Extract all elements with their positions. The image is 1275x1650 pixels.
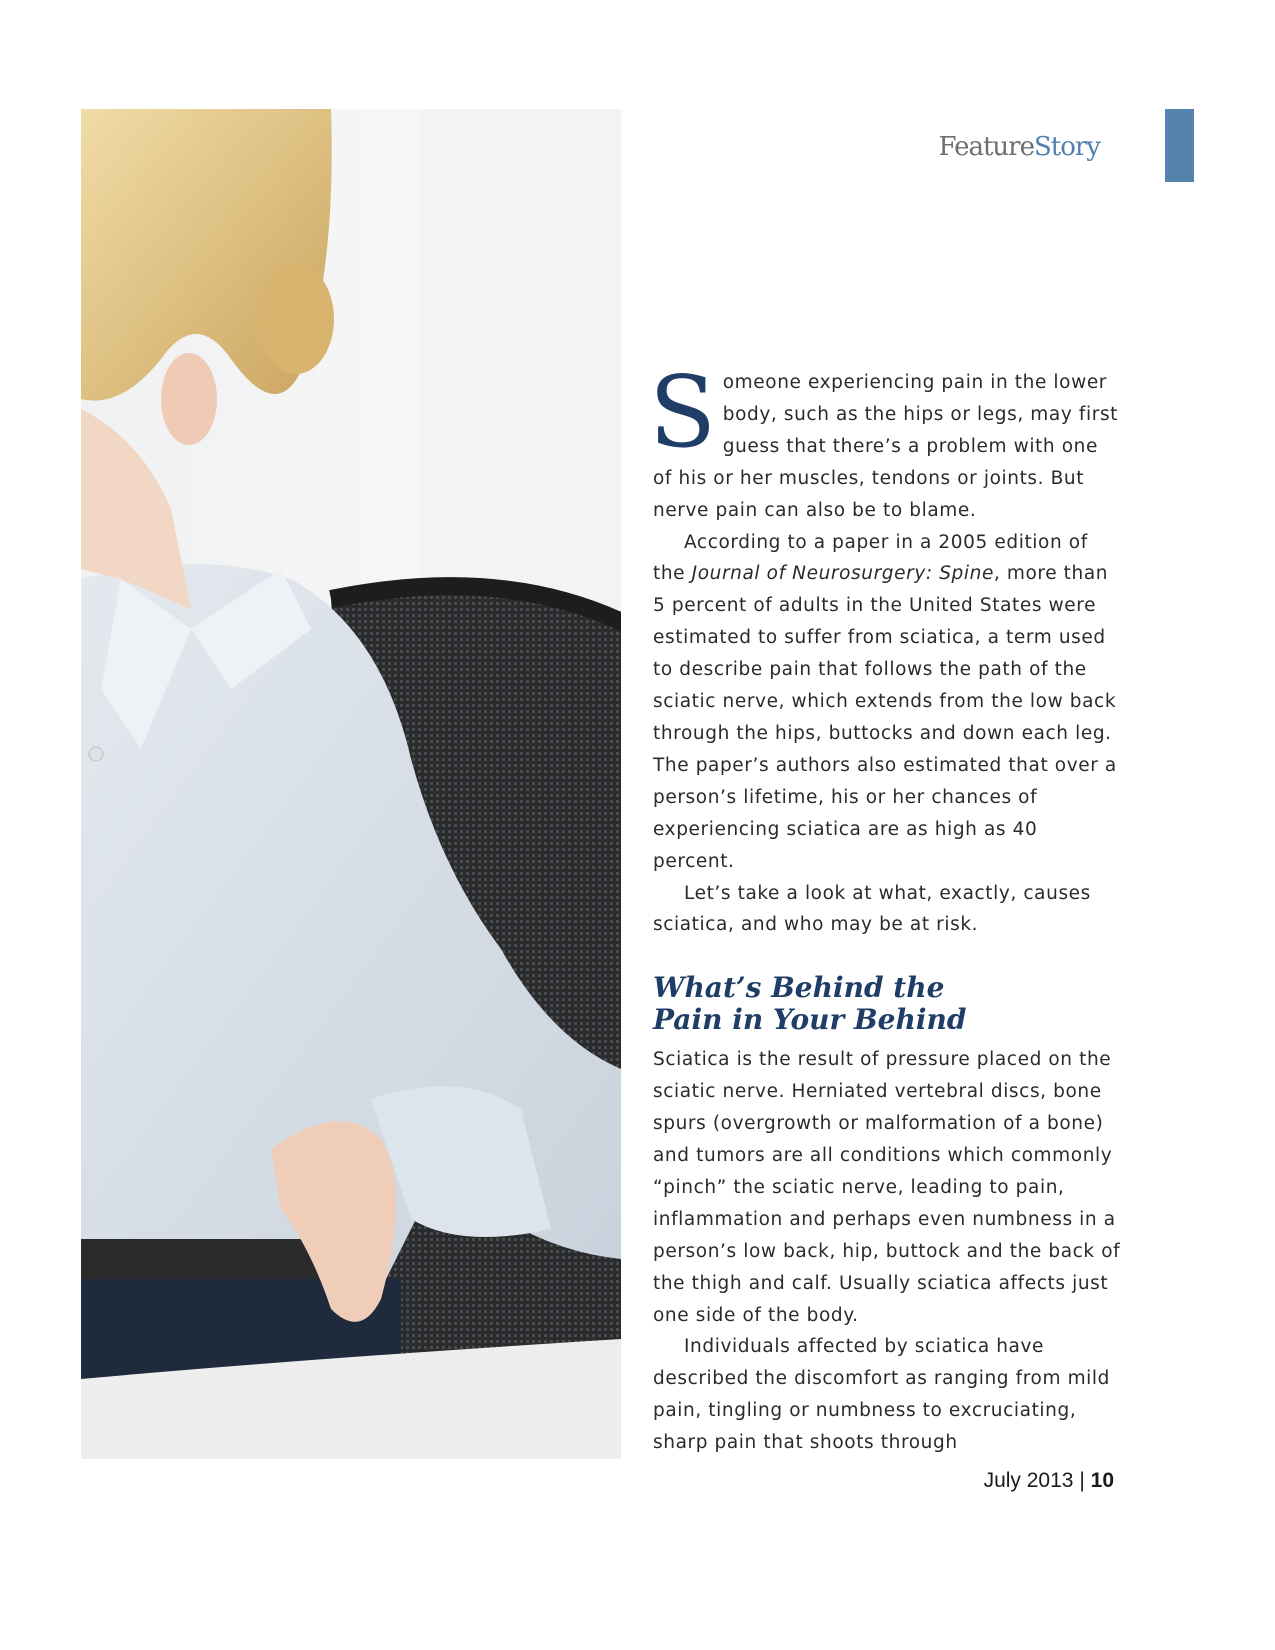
section-color-bar bbox=[1165, 109, 1194, 182]
woman-back-pain-photo bbox=[81, 109, 621, 1459]
paragraph-2-after: , more than 5 percent of adults in the United States were estimated to suffer from sciatica, a term used to describe pain that follows the path of the sciatic nerve, which extends from the low back through the hips, buttocks and down each leg. The paper’s authors also estimated that over a person’s lifetime, his or her chances of experiencing sciatica are as high as 40 percent. bbox=[653, 563, 1117, 872]
paragraph-1 bbox=[649, 356, 1123, 527]
paragraph-3: Let’s take a look at what, exactly, causes sciatica, and who may be at risk. bbox=[653, 882, 1091, 936]
journal-title: Journal of Neurosurgery: Spine bbox=[691, 563, 994, 585]
section-heading-line-2: Pain in Your Behind bbox=[653, 1003, 967, 1037]
section-label-feature: Feature bbox=[938, 132, 1034, 162]
page-number: 10 bbox=[1090, 1469, 1114, 1492]
paragraph-5: Individuals affected by sciatica have described the discomfort as ranging from mild pain, tingling or numbness to excruciating, sharp pain that shoots through bbox=[653, 1336, 1111, 1454]
section-heading bbox=[653, 972, 1123, 1036]
drop-cap: S bbox=[649, 356, 717, 470]
issue-date: July 2013 bbox=[983, 1469, 1074, 1492]
article-body bbox=[649, 356, 1123, 1459]
paragraph-1-text: omeone experiencing pain in the lower body, such as the hips or legs, may first guess that there’s a problem with one of his or her muscles, tendons or joints. But nerve pain can also be to blame. bbox=[653, 372, 1119, 521]
page-footer bbox=[984, 1469, 1114, 1493]
paragraph-2-before: According to a paper in a 2005 edition of the bbox=[653, 531, 1088, 585]
paragraph-2 bbox=[653, 527, 1123, 878]
section-label-story: Story bbox=[1033, 132, 1100, 162]
section-label bbox=[938, 132, 1100, 162]
footer-separator: | bbox=[1079, 1469, 1085, 1492]
paragraph-4: Sciatica is the result of pressure placed on the sciatic nerve. Herniated vertebral discs, bone spurs (overgrowth or malformation of a bone) and tumors are all conditions which commonly “pinch” the sciatic nerve, leading to pain, inflammation and perhaps even numbness in a person’s low back, hip, buttock and the back of the thigh and calf. Usually sciatica affects just one side of the body. bbox=[653, 1049, 1121, 1326]
section-heading-line-1: What’s Behind the bbox=[653, 971, 945, 1005]
